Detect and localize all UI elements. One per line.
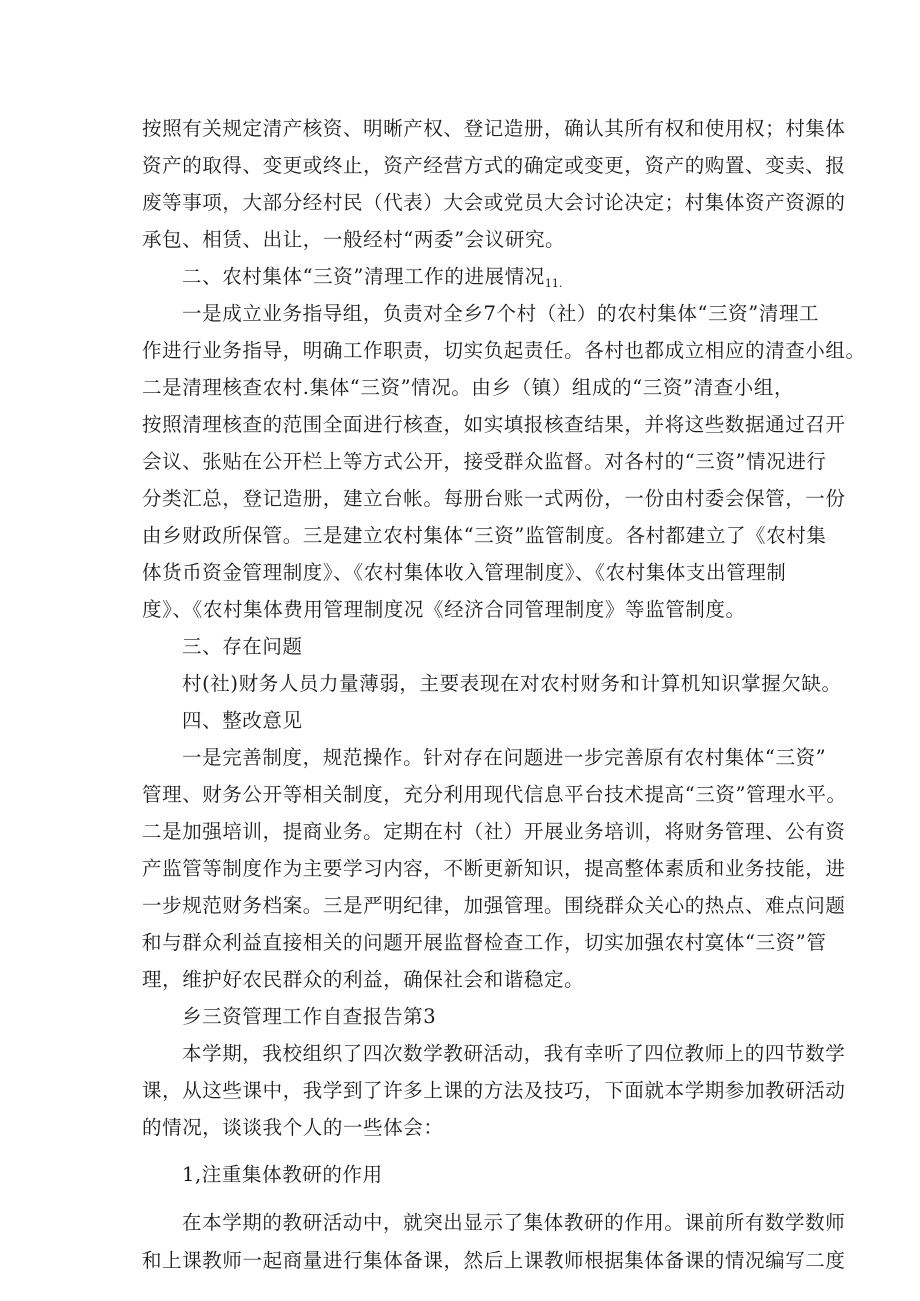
section-heading-4: 四、整改意见 [182, 709, 303, 732]
text-line: 一是成立业务指导组，负责对全乡7个村（社）的农村集体“三资”清理工 [182, 302, 820, 325]
text-line: 按照清理核查的范围全面进行核查，如实填报核查结果，并将这些数据通过召开 [142, 413, 846, 436]
text-line: 在本学期的教研活动中，就突出显示了集体教研的作用。课前所有数学数师 [182, 1211, 846, 1234]
text-line: 和上课教师一起商量进行集体备课，然后上课教师根据集体备课的情况编写二度 [142, 1249, 846, 1272]
text-line: 的情况，谈谈我个人的一些体会： [142, 1116, 444, 1139]
section-heading-2 [182, 264, 562, 297]
text-line: 二是加强培训，提商业务。定期在村（社）开展业务培训，将财务管理、公有资 [142, 820, 846, 843]
section-heading-3: 三、存在问题 [182, 635, 303, 658]
footnote-mark: 11. [544, 277, 563, 290]
text-line: 体货币资金管理制度》、《农村集体收入管理制度》、《农村集体支出管理制 [142, 561, 787, 584]
text-line: 村(社)财务人员力量薄弱，主要表现在对农村财务和计算机知识掌握欠缺。 [182, 672, 842, 695]
text-line: 由乡财政所保管。三是建立农村集体“三资”监管制度。各村都建立了《农村集 [142, 524, 827, 547]
text-line: 废等事项，大部分经村民（代表）大会或党员大会讨论决定；村集体资产资源的 [142, 191, 846, 214]
text-line: 产监管等制度作为主要学习内容，不断更新知识，提高整体素质和业务技能，进 [142, 857, 846, 880]
text-line: 课，从这些课中，我学到了许多上课的方法及技巧，下面就本学期参加教研活动 [142, 1079, 846, 1102]
text-line: 分类汇总，登记造册，建立台帐。每册台账一式两份，一份由村委会保管，一份 [142, 487, 846, 510]
text-line: 承包、相赁、出让，一般经村“两委”会议研究。 [142, 228, 566, 251]
text-line: 按照有关规定清产核资、明晰产权、登记造册，确认其所有权和使用权；村集体 [142, 117, 846, 140]
numbered-heading: 1,注重集体教研的作用 [182, 1163, 383, 1186]
report-title: 乡三资管理工作自查报告第3 [182, 1005, 437, 1028]
text-line: 一步规范财务档案。三是严明纪律，加强管理。围绕群众关心的热点、难点问题 [142, 894, 846, 917]
text-line: 理，维护好农民群众的利益，确保社会和谐稳定。 [142, 968, 585, 991]
text-line: 一是完善制度，规范操作。针对存在问题进一步完善原有农村集体“三资” [182, 746, 827, 769]
heading-text: 二、农村集体“三资”清理工作的进展情况 [182, 265, 545, 288]
text-line: 二是清理核查农村.集体“三资”情况。由乡（镇）组成的“三资”清查小组， [142, 376, 795, 399]
text-line: 度》、《农村集体费用管理制度况《经济合同管理制度》等监管制度。 [142, 598, 746, 621]
text-line: 资产的取得、变更或终止，资产经营方式的确定或变更，资产的购置、变卖、报 [142, 154, 846, 177]
text-line: 作进行业务指导，明确工作职责，切实负起责任。各村也都成立相应的清查小组。 [142, 339, 866, 362]
text-line: 管理、财务公开等相关制度，充分利用现代信息平台技术提高“三资”管理水平。 [142, 783, 847, 806]
text-line: 会议、张贴在公开栏上等方式公开，接受群众监督。对各村的“三资”情况进行 [142, 450, 827, 473]
text-line: 和与群众利益直接相关的问题开展监督检查工作，切实加强农村寞体“三资”管 [142, 931, 827, 954]
text-line: 本学期，我校组织了四次数学教研活动，我有幸听了四位教师上的四节数学 [182, 1042, 846, 1065]
